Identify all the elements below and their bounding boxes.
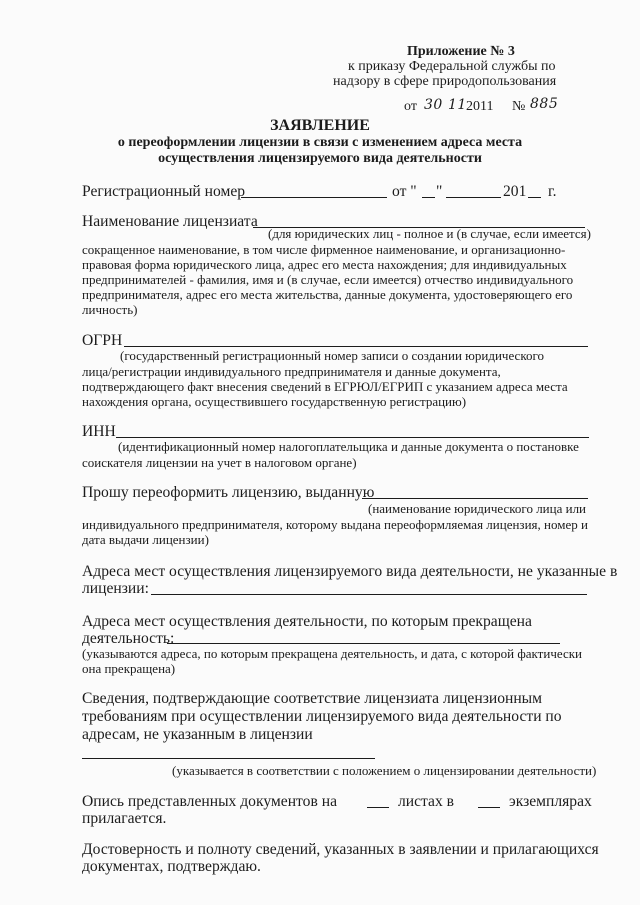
request-issued-to-field[interactable] (362, 498, 588, 499)
terminated-hint-2: она прекращена) (82, 661, 176, 676)
compliance-field[interactable] (82, 758, 375, 759)
registration-date-from: от " (392, 183, 417, 200)
terminated-line-2: деятельность: (82, 630, 175, 647)
inventory-sheets-field[interactable] (367, 807, 389, 808)
form-title: ЗАЯВЛЕНИЕ (270, 117, 370, 134)
order-number-prefix: № (512, 99, 526, 114)
terminated-hint-1: (указываются адреса, по которым прекращена деятельность, и дата, с которой фактически (82, 646, 582, 661)
inn-hint-2: соискателя лицензии на учет в налоговом органе) (82, 455, 357, 470)
inn-label: ИНН (82, 423, 116, 440)
licensee-hint-4: предпринимателей - фамилия, имя и (в случае, если имеется) отчество индивидуального (82, 272, 574, 287)
licensee-hint-5: предпринимателя, адрес его места жительства, данные документа, удостоверяющего его (82, 287, 573, 302)
registration-month-field[interactable] (446, 197, 501, 198)
compliance-line-3: адресам, не указанным в лицензии (82, 726, 313, 743)
form-subtitle-1: о переоформлении лицензии в связи с изменением адреса места (117, 135, 523, 150)
terminated-line-1: Адреса мест осуществления деятельности, по которым прекращена (82, 613, 532, 630)
registration-year-field[interactable] (528, 197, 541, 198)
registration-quote-close: " (436, 183, 443, 200)
ogrn-hint-3: подтверждающего факт внесения сведений в ЕГРЮЛ/ЕГРИП с указанием адреса места (82, 379, 568, 394)
registration-year-prefix: 201 (503, 183, 527, 200)
order-date-month: 11 (448, 97, 467, 113)
registration-day-field[interactable] (422, 197, 435, 198)
inventory-line-1: Опись представленных документов на (82, 793, 337, 810)
confirm-line-2: документах, подтверждаю. (82, 858, 261, 875)
inn-field[interactable] (116, 437, 589, 438)
confirm-line-1: Достоверность и полноту сведений, указанных в заявлении и прилагающихся (82, 841, 599, 858)
ogrn-field[interactable] (124, 346, 588, 347)
inn-hint-1: (идентификационный номер налогоплательщика и данные документа о постановке (118, 439, 579, 454)
addresses-line-1: Адреса мест осуществления лицензируемого вида деятельности, не указанные в (82, 563, 618, 580)
terminated-field[interactable] (167, 643, 560, 644)
appendix-line2: надзору в сфере природопользования (333, 74, 557, 89)
compliance-line-1: Сведения, подтверждающие соответствие лицензиата лицензионным (82, 690, 543, 707)
registration-year-suffix: г. (548, 183, 557, 200)
compliance-hint: (указывается в соответствии с положением о лицензировании деятельности) (172, 763, 597, 778)
addresses-line-2: лицензии: (82, 580, 149, 597)
form-subtitle-2: осуществления лицензируемого вида деятельности (158, 151, 482, 166)
order-number-value: 885 (530, 96, 559, 112)
request-hint-1: (наименование юридического лица или (368, 501, 587, 516)
ogrn-hint-4: нахождения органа, осуществившего государственную регистрацию) (82, 394, 467, 409)
inventory-sheets-label: листах в (398, 793, 455, 810)
request-hint-2: индивидуального предпринимателя, которому выдана переоформляемая лицензия, номер и (82, 517, 588, 532)
inventory-copies-field[interactable] (478, 807, 500, 808)
licensee-hint-3: правовая форма юридического лица, адрес его места нахождения; для индивидуальных (82, 257, 567, 272)
ogrn-hint-1: (государственный регистрационный номер записи о создании юридического (120, 348, 544, 363)
registration-number-field[interactable] (241, 197, 387, 198)
licensee-name-label: Наименование лицензиата (82, 213, 258, 230)
order-date-day: 30 (424, 97, 443, 113)
compliance-line-2: требованиям при осуществлении лицензируемого вида деятельности по (82, 708, 562, 725)
inventory-copies-label: экземплярах (509, 793, 592, 810)
addresses-field[interactable] (151, 594, 587, 595)
request-hint-3: дата выдачи лицензии) (82, 532, 209, 547)
order-date-year: 2011 (466, 99, 494, 114)
licensee-hint-6: личность) (82, 302, 138, 317)
appendix-title: Приложение № 3 (407, 44, 515, 59)
inventory-line-2: прилагается. (82, 810, 167, 827)
appendix-line1: к приказу Федеральной службы по (348, 59, 556, 74)
licensee-hint-1: (для юридических лиц - полное и (в случае, если имеется) (268, 226, 591, 241)
request-label: Прошу переоформить лицензию, выданную (82, 484, 375, 501)
registration-number-label: Регистрационный номер (82, 183, 246, 200)
order-date-prefix: от (404, 99, 417, 114)
ogrn-label: ОГРН (82, 332, 123, 349)
licensee-hint-2: сокращенное наименование, в том числе фирменное наименование, и организационно- (82, 242, 566, 257)
ogrn-hint-2: лица/регистрации индивидуального предпринимателя и данные документа, (82, 364, 501, 379)
